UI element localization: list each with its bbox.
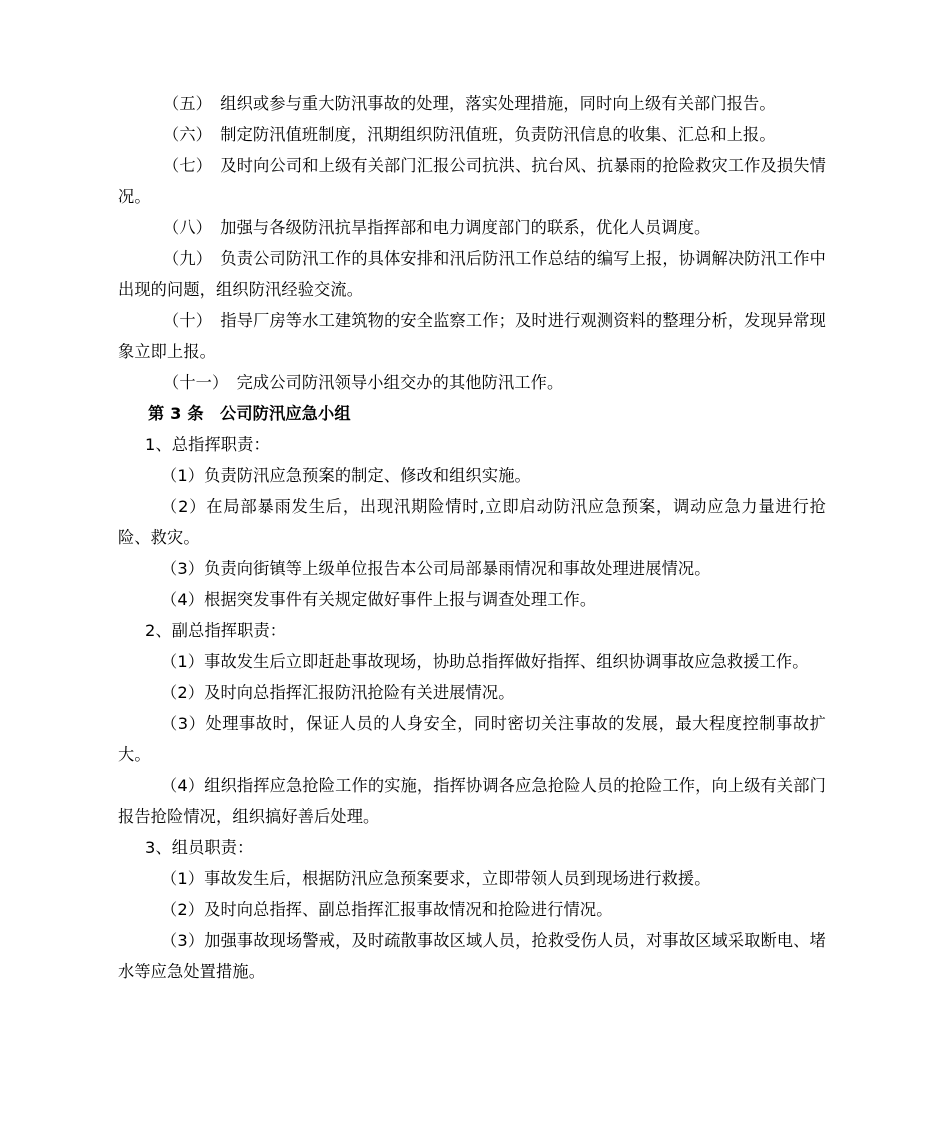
group-3-item-3: （3）加强事故现场警戒，及时疏散事故区域人员，抢救受伤人员，对事故区域采取断电、堵水等应急处置措施。: [118, 931, 826, 981]
group-3-item-1: （1）事故发生后，根据防汛应急预案要求，立即带领人员到现场进行救援。: [161, 869, 711, 888]
group-2-title: 2、副总指挥职责：: [145, 621, 287, 640]
group-2-item-2: （2）及时向总指挥汇报防汛抢险有关进展情况。: [161, 683, 515, 702]
clause-3-heading: 第 3 条 公司防汛应急小组: [148, 404, 351, 423]
group-2-item-1: （1）事故发生后立即赶赴事故现场，协助总指挥做好指挥、组织协调事故应急救援工作。: [161, 652, 809, 671]
group-2-item-4: （4）组织指挥应急抢险工作的实施，指挥协调各应急抢险人员的抢险工作，向上级有关部门报告抢险情况，组织搞好善后处理。: [118, 776, 826, 826]
clause-2-item-10: （十） 指导厂房等水工建筑物的安全监察工作；及时进行观测资料的整理分析，发现异常现象立即上报。: [118, 311, 826, 361]
group-1-item-2: （2）在局部暴雨发生后，出现汛期险情时,立即启动防汛应急预案，调动应急力量进行抢险、救灾。: [118, 497, 826, 547]
group-2-item-3: （3）处理事故时，保证人员的人身安全，同时密切关注事故的发展，最大程度控制事故扩大。: [118, 714, 826, 764]
clause-2-item-6: （六） 制定防汛值班制度，汛期组织防汛值班，负责防汛信息的收集、汇总和上报。: [163, 125, 776, 144]
clause-2-item-5: （五） 组织或参与重大防汛事故的处理，落实处理措施，同时向上级有关部门报告。: [163, 94, 776, 113]
clause-2-item-9: （九） 负责公司防汛工作的具体安排和汛后防汛工作总结的编写上报，协调解决防汛工作中出现的问题，组织防汛经验交流。: [118, 249, 826, 299]
clause-2-item-7: （七） 及时向公司和上级有关部门汇报公司抗洪、抗台风、抗暴雨的抢险救灾工作及损失情况。: [118, 156, 826, 206]
document-body: [118, 88, 826, 987]
group-3-title: 3、组员职责：: [145, 838, 254, 857]
clause-2-item-8: （八） 加强与各级防汛抗旱指挥部和电力调度部门的联系，优化人员调度。: [163, 218, 711, 237]
clause-2-item-11: （十一） 完成公司防汛领导小组交办的其他防汛工作。: [163, 373, 564, 392]
group-3-item-2: （2）及时向总指挥、副总指挥汇报事故情况和抢险进行情况。: [161, 900, 613, 919]
group-1-title: 1、总指挥职责：: [145, 435, 270, 454]
group-1-item-4: （4）根据突发事件有关规定做好事件上报与调查处理工作。: [161, 590, 597, 609]
group-1-item-1: （1）负责防汛应急预案的制定、修改和组织实施。: [161, 466, 531, 485]
group-1-item-3: （3）负责向街镇等上级单位报告本公司局部暴雨情况和事故处理进展情况。: [161, 559, 711, 578]
